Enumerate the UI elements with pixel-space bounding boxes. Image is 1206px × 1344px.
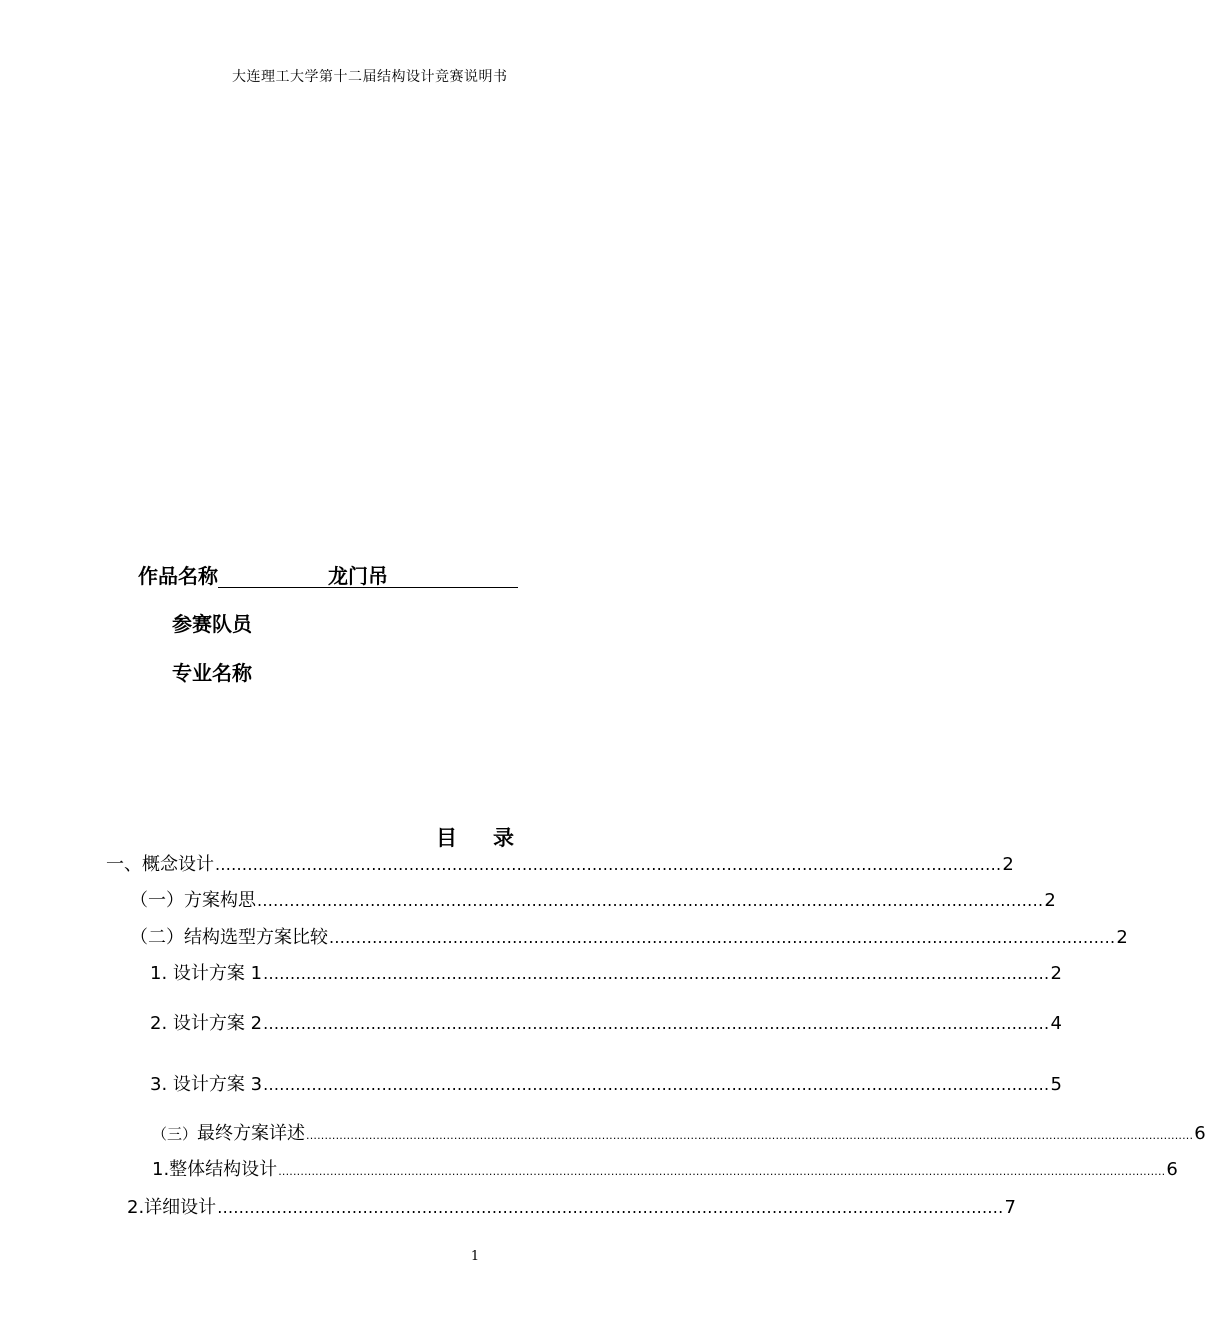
toc-leader: .................................................................................................................................................. [263, 1075, 1050, 1094]
toc-entry-label: 一、概念设计 [106, 854, 214, 875]
work-name-row [138, 560, 518, 589]
toc-entry-label: （一）方案构思 [130, 890, 256, 911]
toc-entry[interactable] [150, 1070, 1062, 1096]
toc-leader: ................................................................................................................................................................................................................................................ [278, 1165, 1166, 1178]
page-number: 1 [470, 1249, 480, 1264]
running-header: 大连理工大学第十二届结构设计竞赛说明书 [232, 69, 508, 85]
toc-entry[interactable] [106, 850, 1014, 876]
toc-leader: .................................................................................................................................................. [263, 964, 1050, 983]
toc-entry[interactable] [130, 923, 1128, 949]
toc-entry-page: 6 [1166, 1159, 1178, 1180]
toc-title-left: 目 [436, 826, 457, 850]
toc-leader: .................................................................................................................................................. [217, 1198, 1004, 1217]
toc-entry-label: 2.详细设计 [127, 1197, 217, 1218]
work-name-label: 作品名称 [138, 564, 218, 588]
toc-entry-label: 3. 设计方案 3 [150, 1074, 263, 1095]
toc-entry-label: 1.整体结构设计 [152, 1159, 278, 1180]
toc-entry-page: 7 [1004, 1197, 1016, 1218]
toc-title-right: 录 [493, 826, 514, 850]
toc-leader: .................................................................................................................................................. [329, 928, 1116, 947]
toc-entry[interactable] [130, 886, 1056, 912]
toc-leader: .................................................................................................................................................. [257, 891, 1044, 910]
toc-entry[interactable] [150, 1009, 1062, 1035]
toc-entry-page: 2 [1044, 890, 1056, 911]
toc-entry-page: 6 [1194, 1123, 1206, 1144]
toc-entry-page: 2 [1050, 963, 1062, 984]
toc-title [0, 822, 950, 852]
toc-entry[interactable] [152, 1119, 1206, 1145]
toc-entry-page: 4 [1050, 1013, 1062, 1034]
toc-leader: .................................................................................................................................................. [215, 855, 1002, 874]
toc-entry-page: 2 [1002, 854, 1014, 875]
toc-entry-label: 1. 设计方案 1 [150, 963, 263, 984]
members-label: 参赛队员 [172, 612, 252, 636]
toc-entry[interactable] [152, 1155, 1178, 1181]
toc-entry-label: （三）最终方案详述 [152, 1123, 306, 1144]
toc-leader: .................................................................................................................................................. [263, 1014, 1050, 1033]
toc-entry-page: 5 [1050, 1074, 1062, 1095]
toc-entry[interactable] [150, 959, 1062, 985]
toc-entry-page: 2 [1116, 927, 1128, 948]
toc-entry-label: （二）结构选型方案比较 [130, 927, 328, 948]
toc-leader: ................................................................................................................................................................................................................................................ [306, 1129, 1194, 1142]
toc-entry-label: 2. 设计方案 2 [150, 1013, 263, 1034]
toc-entry[interactable] [127, 1193, 1016, 1219]
work-name-value: 龙门吊 [218, 564, 518, 588]
major-label: 专业名称 [172, 661, 252, 685]
toc-entry-prefix: （三） [152, 1125, 198, 1143]
